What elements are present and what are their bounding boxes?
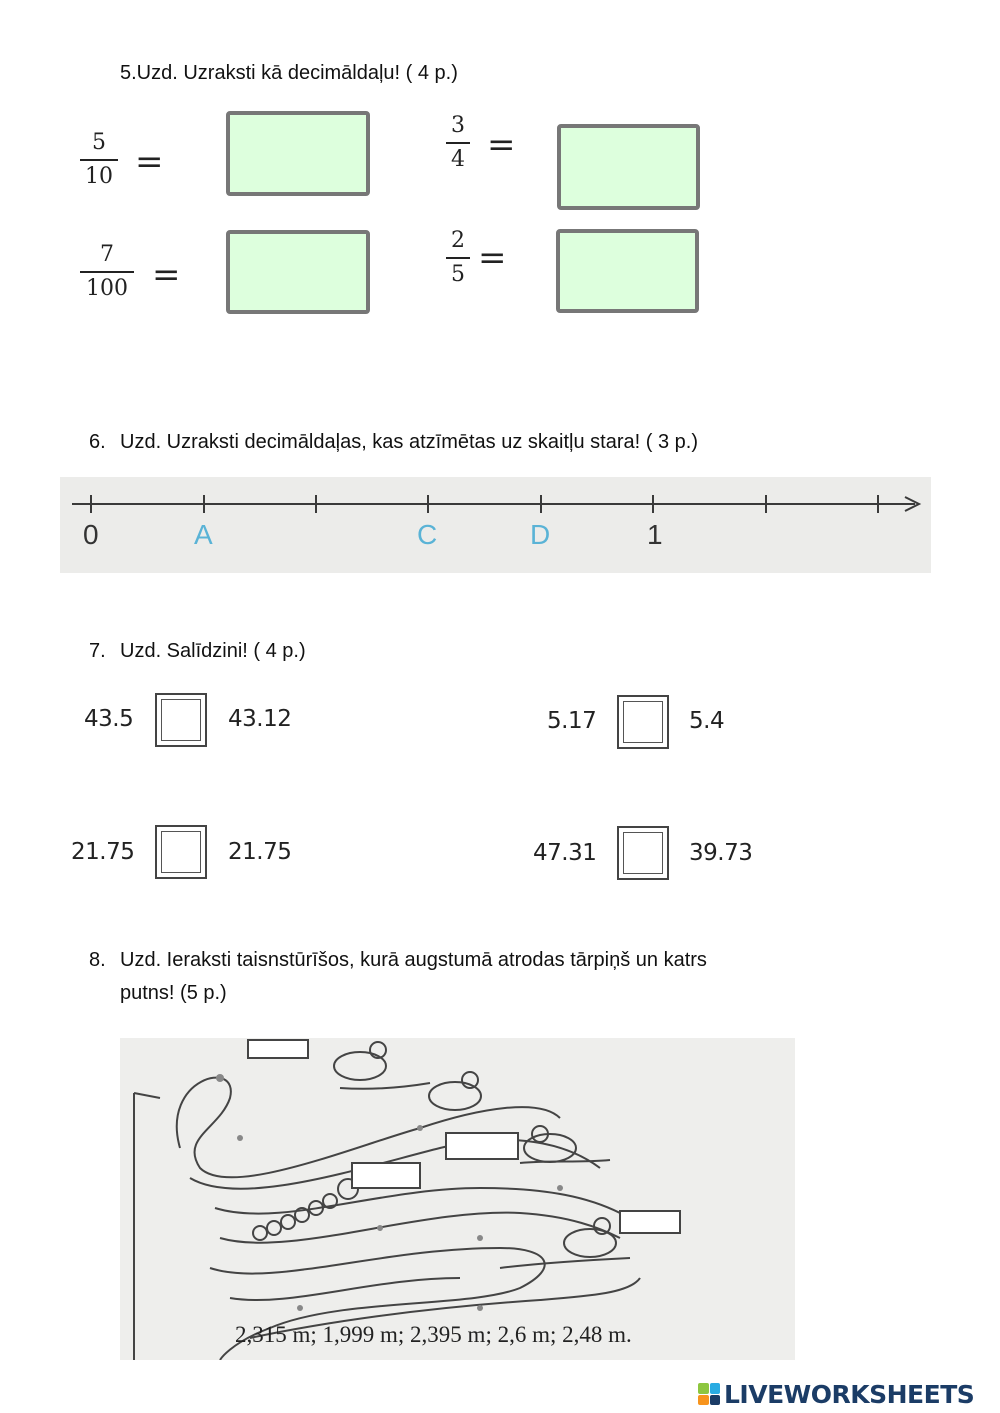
compare-box-3[interactable] [155, 825, 207, 879]
compare-left-3: 21.75 [71, 839, 135, 865]
task6-heading: Uzd. Uzraksti decimāldaļas, kas atzīmētas uz skaitļu stara! ( 3 p.) [120, 431, 698, 453]
numerator: 2 [451, 228, 465, 253]
compare-box-1[interactable] [155, 693, 207, 747]
denominator: 5 [451, 262, 465, 287]
answer-box-2-5[interactable] [556, 229, 699, 313]
equals-sign: = [487, 125, 516, 165]
fraction-3-4 [446, 113, 470, 173]
logo-mark-icon [698, 1383, 720, 1405]
compare-right-2: 5.4 [689, 708, 725, 734]
label-d: D [530, 519, 551, 550]
logo-text: LIVEWORKSHEETS [724, 1379, 975, 1409]
denominator: 10 [85, 164, 113, 189]
task8-heading-line1: Uzd. Ieraksti taisnstūrīšos, kurā augstumā atrodas tārpiņš un katrs [120, 949, 707, 971]
task7-number: 7. [89, 640, 106, 662]
compare-left-4: 47.31 [533, 840, 597, 866]
liveworksheets-logo [698, 1378, 974, 1410]
answer-box-5-10[interactable] [226, 111, 370, 196]
denominator: 4 [451, 147, 465, 172]
denominator: 100 [86, 276, 128, 301]
numerator: 7 [100, 242, 114, 267]
label-0: 0 [83, 519, 99, 550]
compare-right-1: 43.12 [228, 706, 292, 732]
label-c: C [417, 519, 438, 550]
label-1: 1 [647, 519, 663, 550]
fraction-bar [80, 159, 118, 161]
task6-number: 6. [89, 431, 106, 453]
fraction-7-100 [80, 242, 134, 302]
fraction-bar [446, 257, 470, 259]
compare-left-2: 5.17 [547, 708, 597, 734]
compare-left-1: 43.5 [84, 706, 134, 732]
fraction-bar [446, 142, 470, 144]
numerator: 3 [451, 113, 465, 138]
task7-heading: Uzd. Salīdzini! ( 4 p.) [120, 640, 306, 662]
heights-list: 2,315 m; 1,999 m; 2,395 m; 2,6 m; 2,48 m. [235, 1322, 632, 1347]
compare-right-3: 21.75 [228, 839, 292, 865]
compare-box-4[interactable] [617, 826, 669, 880]
equals-sign: = [478, 238, 507, 278]
task5-heading: 5.Uzd. Uzraksti kā decimāldaļu! ( 4 p.) [120, 62, 458, 84]
task8-number: 8. [89, 949, 106, 971]
task8-heading-line2: putns! (5 p.) [120, 982, 227, 1004]
fraction-5-10 [80, 130, 118, 190]
numerator: 5 [92, 130, 106, 155]
number-line [60, 477, 931, 573]
compare-right-4: 39.73 [689, 840, 753, 866]
compare-box-2[interactable] [617, 695, 669, 749]
answer-box-7-100[interactable] [226, 230, 370, 314]
answer-box-3-4[interactable] [557, 124, 700, 210]
worm-birds-illustration [120, 1038, 795, 1360]
equals-sign: = [152, 255, 181, 295]
fraction-2-5 [446, 228, 470, 288]
illustration-drawing [120, 1038, 795, 1360]
equals-sign: = [135, 142, 164, 182]
label-a: A [194, 519, 213, 550]
fraction-bar [80, 271, 134, 273]
